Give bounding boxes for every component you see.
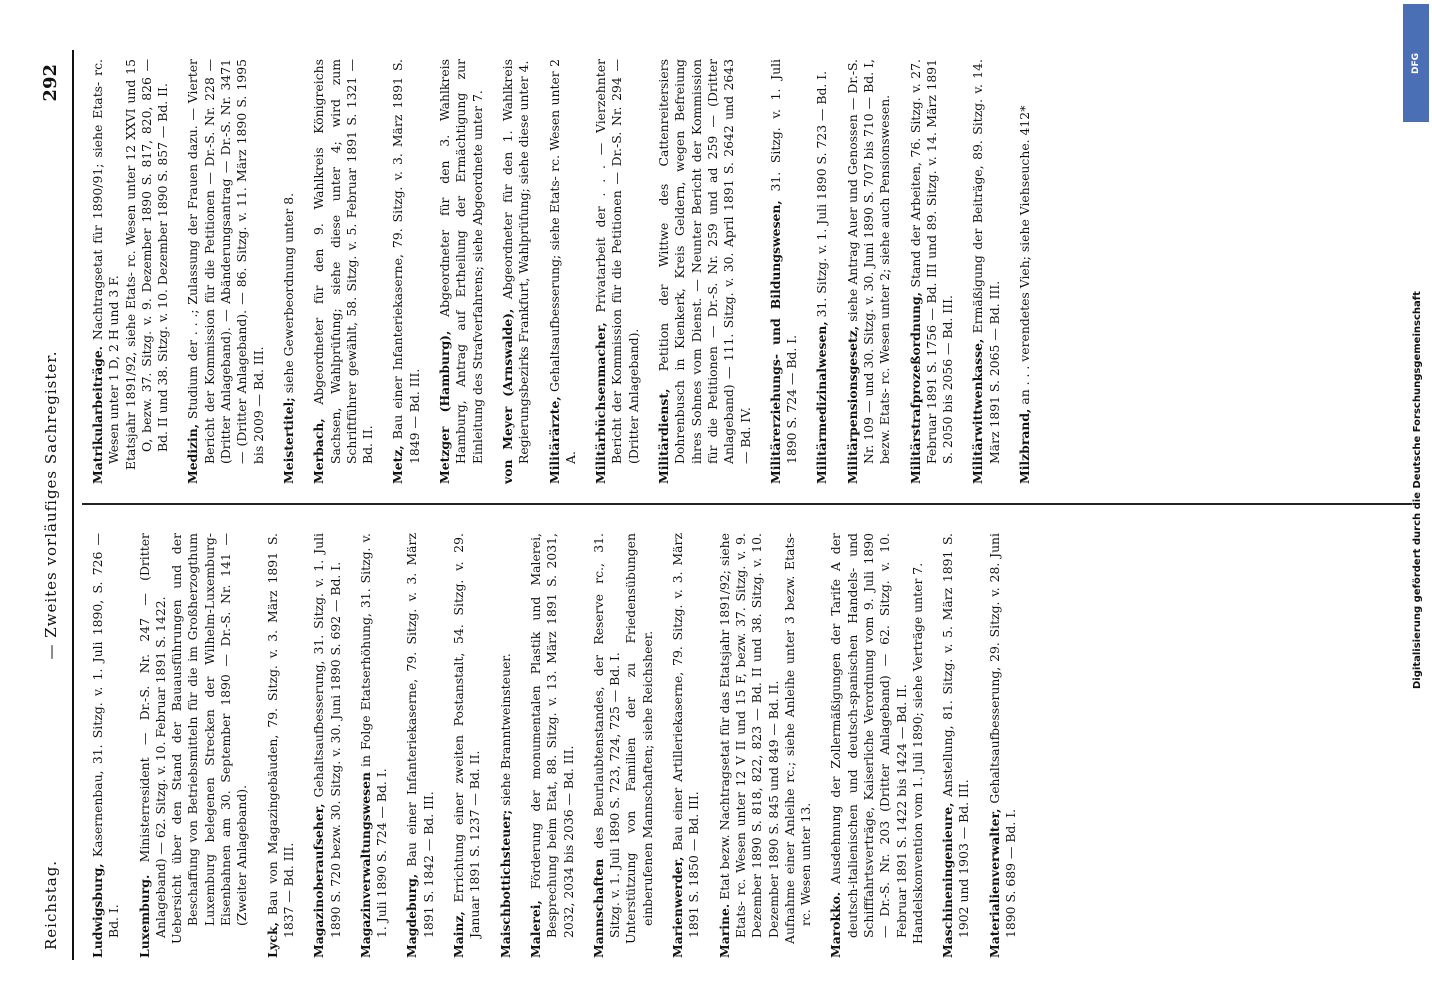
entry-headword: Maschineningenieure, (940, 802, 956, 958)
entry-text: Etatsjahr 1891/92, siehe Etats- rc. Wesen unter 12 XXVI und 15 O, bezw. 37. Sitzg. v. 9. Dezember 1890 S. 817, 820, 826 — Bd. II und 38. Sitzg. v. 10. Dezember 1890 S. 857 — Bd. II. (122, 59, 171, 470)
entry-text: siehe Gewerbeordnung unter 8. (280, 192, 296, 394)
rotated-page (32, 40, 1412, 970)
entry-headword: Militärerziehungs- und Bildungswesen, (767, 200, 783, 484)
entry-text: Uebersicht über den Stand der Bauausführungen und der Beschaffung von Betriebsmitteln für die im Großherzogthum Luxemburg belegenen Strecken der Wilhelm-Luxemburg-Eisenbahnen am 30. September 1890 — Dr.-S. Nr. 141 — (Zweiter Anlageband). (169, 533, 250, 944)
entry-text: Ministerresident — Dr.-S. Nr. 247 — (Dritter Anlageband) — 62. Sitzg. v. 10. Februar 1891 S. 1422. (136, 533, 168, 938)
entry-headword: Militärdienst, (656, 388, 672, 484)
entry-text: Studium der . . .; Zulassung der Frauen dazu. — Vierter Bericht der Kommission für die Petitionen — Dr.-S. Nr. 228 — (Dritter Anlageband). — Abänderungsantrag — Dr.-S. Nr. 3471 — (Dritter Anlageband). — 86. Sitzg. v. 11. März 1890 S. 1995 bis 2009 — Bd. III. (185, 59, 266, 464)
entry-headword: Ludwigsburg, (90, 863, 105, 958)
entry-headword: Militärbüchsenmacher, (593, 322, 609, 484)
index-entry (265, 533, 298, 958)
entry-text: Gehaltsaufbesserung, 29. Sitzg. v. 28. Juni 1890 S. 689 — Bd. I. (986, 533, 1019, 938)
index-entry (404, 533, 437, 958)
entry-headword: Metzger (Hamburg), (437, 330, 453, 484)
index-entry (500, 59, 533, 484)
entry-text: Bau einer Infanteriekaserne, 79. Sitzg. v. 3. März 1891 S. 1849 — Bd. III. (390, 59, 422, 464)
index-entry (845, 59, 894, 484)
header-title: — Zweites vorläufiges Sachregister. (42, 350, 60, 660)
index-entry (437, 59, 486, 484)
entry-text: Anstellung, 81. Sitzg. v. 5. März 1891 S. 1902 und 1903 — Bd. III. (940, 533, 972, 938)
index-entry (281, 59, 297, 484)
entry-text: Errichtung einer zweiten Postanstalt, 54. Sitzg. v. 29. Januar 1891 S. 1237 — Bd. II. (451, 533, 483, 938)
entry-text: siehe Antrag Auer und Genossen — Dr.-S. Nr. 109 — und 30. Sitzg. v. 30. Juni 1890 S. 707 bis 710 — Bd. I, bezw. Etats- rc. Wesen unter 2; siehe auch Pensionswesen. (844, 59, 893, 464)
entry-text: 31. Sitzg. v. 1. Juli 1890 S. 723 — Bd. I. (814, 70, 830, 318)
entry-text: Stand der Arbeiten, 76. Sitzg. v. 27. Februar 1891 S. 1756 — Bd. III und 89. Sitzg. v. 14. März 1891 S. 2050 bis 2056 — Bd. III. (907, 59, 956, 464)
entry-text: in Folge Etatserhöhung, 31. Sitzg. v. 1. Juli 1890 S. 724 — Bd. I. (357, 533, 390, 938)
entry-text: siehe Branntweinsteuer. (497, 653, 513, 806)
header-rule (72, 50, 74, 960)
index-entry (498, 533, 514, 958)
entry-headword: Milzbrand, (1017, 408, 1033, 484)
entry-text: Unterstützung von Familien der zu Friedensübungen einberufenen Mannschaften; siehe Reichsheer. (623, 533, 655, 944)
entry-text: Etat bezw. Nachtragsetat für das Etatsjahr 1891/92; siehe Etats- rc. Wesen unter 12 V II und 15 F, bezw. 37. Sitzg. v. 9. Dezember 1890 S. 818, 822, 823 — Bd. II und 38. Sitzg. v. 10. Dezember 1890 S. 845 und 849 — Bd. II. (716, 533, 781, 938)
index-entry (358, 533, 391, 958)
entry-text: Abgeordneter für den 1. Wahlkreis Regierungsbezirks Frankfurt, Wahlprüfung; siehe diese unter 4. (499, 59, 532, 464)
entry-headword: Militärstrafprozeßordnung, (907, 292, 923, 484)
entry-text: Handelskonvention vom 1. Juli 1890; siehe Verträge unter 7. (909, 562, 925, 944)
entry-text: Abgeordneter für den 9. Wahlkreis Königreichs Sachsen, Wahlprüfung; siehe diese unter 4; wird zum Schriftführer gewählt, 58. Sitzg. v. 5. Februar 1891 S. 1321 — Bd. II. (311, 59, 376, 464)
entry-headword: Militärwittwenkasse, (970, 338, 986, 484)
index-entry (90, 59, 171, 484)
entry-headword: Militärmedizinalwesen, (814, 321, 830, 484)
entry-text: des Beurlaubtenstandes, der Reserve rc., 31. Sitzg. v. 1. Juli 1890 S. 723, 724, 725 — Bd. I. (590, 533, 623, 938)
entry-headword: Malerei, (527, 900, 543, 958)
page-header (32, 40, 72, 970)
page-number: 292 (40, 64, 61, 102)
entry-text: Gehaltsaufbesserung, 31. Sitzg. v. 1. Juli 1890 S. 720 bezw. 30. Sitzg. v. 30. Juni 1890 S. 692 — Bd. I. (311, 533, 343, 938)
index-entry (908, 59, 957, 484)
entry-text: Aufnahme einer Anleihe rc.; siehe Anleihe unter 3 bezw. Etats- rc. Wesen unter 13. (781, 533, 814, 944)
entry-text: Förderung der monumentalen Plastik und Malerei, Besprechung beim Etat, 88. Sitzg. v. 13. März 1891 S. 2031, 2032, 2034 bis 2036 — Bd. III. (527, 533, 576, 938)
index-entry (137, 533, 251, 958)
entry-headword: Luxemburg. (136, 874, 152, 958)
index-entry (656, 59, 754, 484)
entry-headword: Magdeburg, (404, 873, 420, 958)
index-entry (970, 59, 1003, 484)
entry-text: Kasernenbau, 31. Sitzg. v. 1. Juli 1890, S. 726 — Bd. I. (90, 533, 122, 938)
entry-headword: Maischbottichsteuer; (497, 809, 513, 958)
index-entry (670, 533, 703, 958)
index-entry (828, 533, 926, 958)
entry-headword: Militärpensionsgesetz, (844, 325, 860, 484)
index-entry (311, 533, 344, 958)
entry-headword: Matrikularbeiträge. (90, 346, 105, 484)
index-entry (814, 59, 830, 484)
entry-headword: Medizin, (185, 423, 201, 484)
index-entry (940, 533, 973, 958)
entry-text: Bau einer Infanteriekaserne, 79. Sitzg. v. 3. März 1891 S. 1842 — Bd. III. (404, 533, 436, 938)
entry-text: Abgeordneter für den 3. Wahlkreis Hamburg, Antrag auf Ertheilung der Ermächtigung zur Einleitung des Strafverfahrens; siehe Abgeordnete unter 7. (437, 59, 485, 464)
entry-headword: Magazinverwaltungswesen (357, 772, 373, 958)
entry-text: Ermäßigung der Beiträge, 89. Sitzg. v. 14. März 1891 S. 2065 — Bd. III. (970, 59, 1002, 464)
index-entry (717, 533, 815, 958)
right-column (90, 59, 1047, 484)
entry-text: Privatarbeit der . . . — Vierzehnter Bericht der Kommission für die Petitionen — Dr.-S. Nr. 294 — (Dritter Anlageband). (593, 59, 641, 464)
entry-text: Gehaltsaufbesserung; siehe Etats- rc. Wesen unter 2 A. (546, 59, 578, 464)
index-entry (451, 533, 484, 958)
digitization-note: Digitalisierung gefördert durch die Deutsche Forschungsgemeinschaft (1412, 291, 1423, 689)
index-entry (593, 59, 642, 484)
entry-headword: Lyck, (264, 922, 280, 958)
entry-headword: Marine. (716, 903, 732, 958)
dfg-logo: DFG (1403, 4, 1429, 122)
index-entry (390, 59, 423, 484)
entry-headword: Marienwerder, (670, 856, 686, 958)
entry-text: Nachtragsetat für 1890/91; siehe Etats- rc. Wesen unter 1 D, 2 H und 3 F. (90, 59, 122, 464)
index-entry (311, 59, 376, 484)
entry-headword: Metz, (390, 445, 406, 484)
entry-headword: von Meyer (Arnswalde), (499, 308, 515, 484)
entry-text: an . . . verendetes Vieh; siehe Viehseuche. 412* (1017, 105, 1033, 405)
index-entry (987, 533, 1020, 958)
entry-headword: Meistertitel; (280, 397, 296, 484)
entry-headword: Mannschaften (590, 858, 606, 958)
index-entry (528, 533, 577, 958)
index-entry (768, 59, 801, 484)
index-entry (591, 533, 656, 958)
entry-text: Petition der Wittwe des Cattenreitersiers Dohrenbusch in Kienkerk, Kreis Geldern, wegen Befreiung ihres Sohnes vom Dienst. — Neunter Bericht der Kommission für die Petitionen — Dr.-S. Nr. 259 und ad 259 — (Dritter Anlageband) — 111. Sitzg. v. 30. April 1891 S. 2642 und 2643 — Bd. IV. (656, 59, 753, 464)
entry-headword: Marokko. (828, 891, 844, 958)
entry-text: Ausdehnung der Zollermäßigungen der Tarife A der deutsch-italienischen und deutsch-spanischen Handels- und Schifffahrtsverträge, Kaiserliche Verordnung vom 9. Juli 1890 — Dr.-S. Nr. 203 (Dritter Anlageband) — 62. Sitzg. v. 10. Februar 1891 S. 1422 bis 1424 — Bd. II. (828, 533, 909, 938)
index-entry (547, 59, 580, 484)
entry-headword: Materialienverwalter, (986, 808, 1002, 958)
column-divider (82, 503, 1412, 505)
entry-headword: Militärärzte, (546, 396, 562, 484)
entry-text: Bau einer Artilleriekaserne, 79. Sitzg. v. 3. März 1891 S. 1850 — Bd. III. (670, 533, 702, 938)
index-entry (90, 533, 123, 958)
entry-headword: Magazinoberaufseher, (311, 803, 327, 958)
entry-headword: Merbach, (311, 418, 327, 484)
header-left: Reichstag. (42, 859, 60, 950)
index-entry (1017, 59, 1033, 484)
index-entry (185, 59, 266, 484)
entry-text: Bau von Magazingebäuden, 79. Sitzg. v. 3. März 1891 S. 1837 — Bd. III. (264, 533, 296, 938)
left-column (90, 533, 1033, 958)
entry-text: 31. Sitzg. v. 1. Juli 1890 S. 724 — Bd. I. (767, 59, 800, 464)
entry-headword: Mainz, (451, 911, 467, 958)
